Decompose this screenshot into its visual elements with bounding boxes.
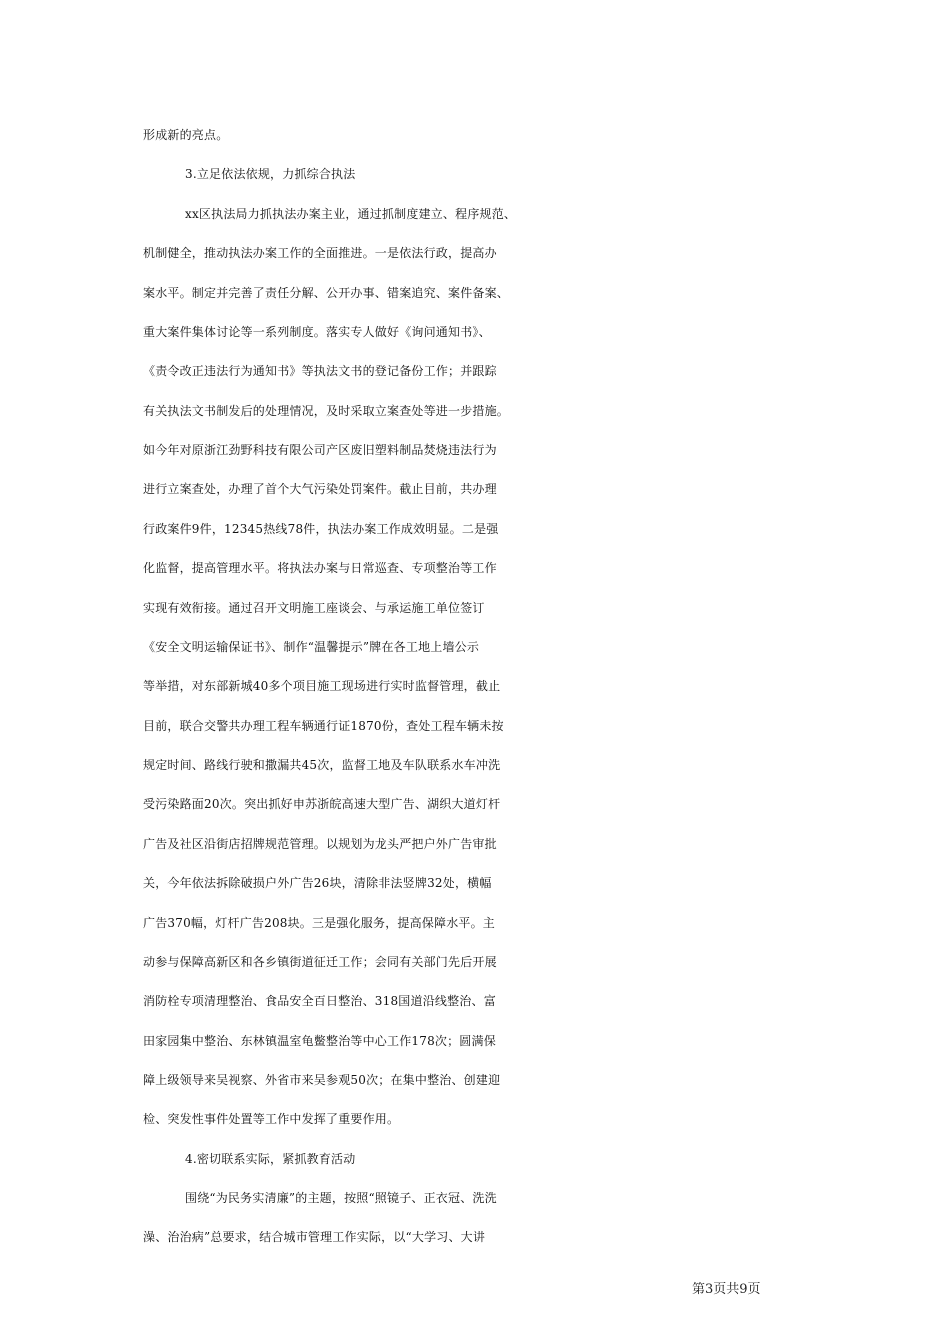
text-line: 检、突发性事件处置等工作中发挥了重要作用。 (143, 1112, 400, 1126)
text-line: 如今年对原浙江劲野科技有限公司产区废旧塑料制品焚烧违法行为 (143, 443, 497, 457)
text-line: 规定时间、路线行驶和撒漏共45次，监督工地及车队联系水车冲洗 (143, 758, 501, 772)
text-line: 《安全文明运输保证书》、制作“温馨提示”牌在各工地上墙公示 (143, 640, 480, 654)
text-line: 障上级领导来吴视察、外省市来吴参观50次；在集中整治、创建迎 (143, 1073, 501, 1087)
text-line: 机制健全，推动执法办案工作的全面推进。一是依法行政，提高办 (143, 246, 497, 260)
text-line: 消防栓专项清理整治、食品安全百日整治、318国道沿线整治、富 (143, 994, 496, 1008)
text-line: 进行立案查处，办理了首个大气污染处罚案件。截止目前，共办理 (143, 482, 497, 496)
page-number-footer: 第3页共9页 (692, 1282, 761, 1297)
text-line: 广告及社区沿街店招牌规范管理。以规划为龙头严把户外广告审批 (143, 837, 497, 851)
text-line: 澡、治治病”总要求，结合城市管理工作实际，以“大学习、大讲 (143, 1230, 486, 1244)
text-line: 关，今年依法拆除破损户外广告26块，清除非法竖牌32处，横幅 (143, 876, 492, 890)
text-line: 受污染路面20次。突出抓好申苏浙皖高速大型广告、湖织大道灯杆 (143, 797, 501, 811)
section-heading: 3.立足依法依规，力抓综合执法 (185, 167, 356, 181)
text-line: 化监督，提高管理水平。将执法办案与日常巡查、专项整治等工作 (143, 561, 497, 575)
text-line: 田家园集中整治、东林镇温室龟鳖整治等中心工作178次；圆满保 (143, 1034, 496, 1048)
text-line: 目前，联合交警共办理工程车辆通行证1870份，查处工程车辆未按 (143, 719, 504, 733)
text-line: 实现有效衔接。通过召开文明施工座谈会、与承运施工单位签订 (143, 601, 485, 615)
text-line: xx区执法局力抓执法办案主业，通过抓制度建立、程序规范、 (185, 207, 517, 221)
text-line: 广告370幅，灯杆广告208块。三是强化服务，提高保障水平。主 (143, 916, 496, 930)
text-line: 有关执法文书制发后的处理情况，及时采取立案查处等进一步措施。 (143, 404, 510, 418)
text-line: 形成新的亮点。 (143, 128, 229, 142)
text-line: 案水平。制定并完善了责任分解、公开办事、错案追究、案件备案、 (143, 286, 510, 300)
text-line: 围绕“为民务实清廉”的主题，按照“照镜子、正衣冠、洗洗 (185, 1191, 497, 1205)
text-line: 《责令改正违法行为通知书》等执法文书的登记备份工作；并跟踪 (143, 364, 497, 378)
text-line: 动参与保障高新区和各乡镇街道征迁工作；会同有关部门先后开展 (143, 955, 497, 969)
section-heading: 4.密切联系实际，紧抓教育活动 (185, 1152, 356, 1166)
text-line: 行政案件9件，12345热线78件，执法办案工作成效明显。二是强 (143, 522, 499, 536)
text-line: 等举措，对东部新城40多个项目施工现场进行实时监督管理，截止 (143, 679, 501, 693)
text-line: 重大案件集体讨论等一系列制度。落实专人做好《询问通知书》、 (143, 325, 491, 339)
